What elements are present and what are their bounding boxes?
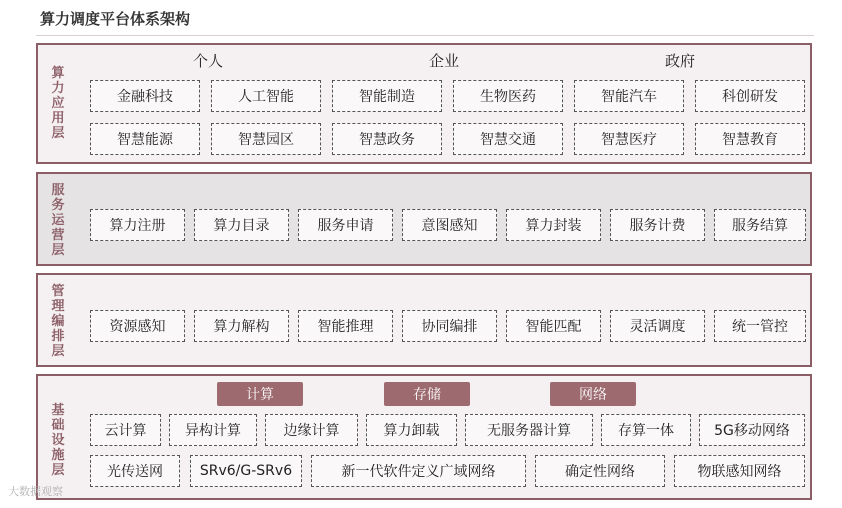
group-government: 政府	[664, 52, 695, 70]
app-box: 智能制造	[332, 80, 442, 112]
layer-application	[36, 43, 812, 164]
management-box: 智能推理	[298, 310, 393, 342]
infra-box: 光传送网	[90, 455, 180, 487]
page-title: 算力调度平台体系架构	[40, 10, 191, 28]
management-box: 灵活调度	[610, 310, 705, 342]
label-char: 基	[51, 402, 65, 418]
infra-box: 存算一体	[601, 414, 691, 446]
app-box: 智慧教育	[695, 123, 805, 155]
service-box: 算力封装	[506, 209, 601, 241]
label-char: 排	[51, 328, 65, 344]
app-box: 金融科技	[90, 80, 200, 112]
app-box: 生物医药	[453, 80, 563, 112]
label-char: 务	[51, 197, 65, 213]
label-char: 设	[51, 432, 65, 448]
app-box: 智慧能源	[90, 123, 200, 155]
app-box: 智慧交通	[453, 123, 563, 155]
layer-label-application	[38, 63, 78, 143]
label-char: 营	[51, 227, 65, 243]
infra-box: 5G移动网络	[699, 414, 805, 446]
label-char: 编	[51, 313, 65, 329]
header-storage: 存储	[384, 382, 470, 406]
management-box: 协同编排	[402, 310, 497, 342]
service-box: 算力目录	[194, 209, 289, 241]
group-personal: 个人	[192, 52, 223, 70]
management-box: 资源感知	[90, 310, 185, 342]
label-char: 力	[51, 80, 65, 96]
service-box: 算力注册	[90, 209, 185, 241]
layer-service	[36, 172, 812, 266]
layer-label-management	[38, 279, 78, 363]
service-box: 意图感知	[402, 209, 497, 241]
label-char: 运	[51, 212, 65, 228]
infra-box: 新一代软件定义广域网络	[311, 455, 526, 487]
layer-label-infrastructure	[38, 394, 78, 486]
infra-box: 云计算	[90, 414, 161, 446]
infra-box: 边缘计算	[265, 414, 358, 446]
label-char: 层	[51, 343, 65, 359]
layer-infrastructure	[36, 374, 812, 500]
label-char: 层	[51, 242, 65, 258]
group-enterprise: 企业	[428, 52, 459, 70]
app-box: 科创研发	[695, 80, 805, 112]
label-char: 施	[51, 447, 65, 463]
header-compute: 计算	[217, 382, 303, 406]
infra-box: 无服务器计算	[465, 414, 593, 446]
management-box: 智能匹配	[506, 310, 601, 342]
label-char: 层	[51, 125, 65, 141]
layer-management	[36, 273, 812, 367]
label-char: 用	[51, 110, 65, 126]
label-char: 层	[51, 462, 65, 478]
infra-box: 异构计算	[169, 414, 257, 446]
watermark-text: 大数据观察	[8, 485, 63, 498]
app-box: 智慧园区	[211, 123, 321, 155]
app-box: 智慧政务	[332, 123, 442, 155]
infra-box: 算力卸载	[366, 414, 457, 446]
app-box: 人工智能	[211, 80, 321, 112]
app-box: 智慧医疗	[574, 123, 684, 155]
label-char: 础	[51, 417, 65, 433]
watermark	[8, 483, 63, 499]
layer-label-service	[38, 178, 78, 262]
header-network: 网络	[550, 382, 636, 406]
infra-box: 确定性网络	[535, 455, 665, 487]
label-char: 管	[51, 283, 65, 299]
infra-box: SRv6/G-SRv6	[190, 455, 302, 487]
service-box: 服务计费	[610, 209, 705, 241]
title-divider	[36, 35, 814, 36]
service-box: 服务结算	[714, 209, 806, 241]
infra-box: 物联感知网络	[674, 455, 805, 487]
management-box: 算力解构	[194, 310, 289, 342]
label-char: 服	[51, 182, 65, 198]
app-box: 智能汽车	[574, 80, 684, 112]
label-char: 理	[51, 298, 65, 314]
label-char: 应	[51, 95, 65, 111]
label-char: 算	[51, 65, 65, 81]
service-box: 服务申请	[298, 209, 393, 241]
management-box: 统一管控	[714, 310, 806, 342]
